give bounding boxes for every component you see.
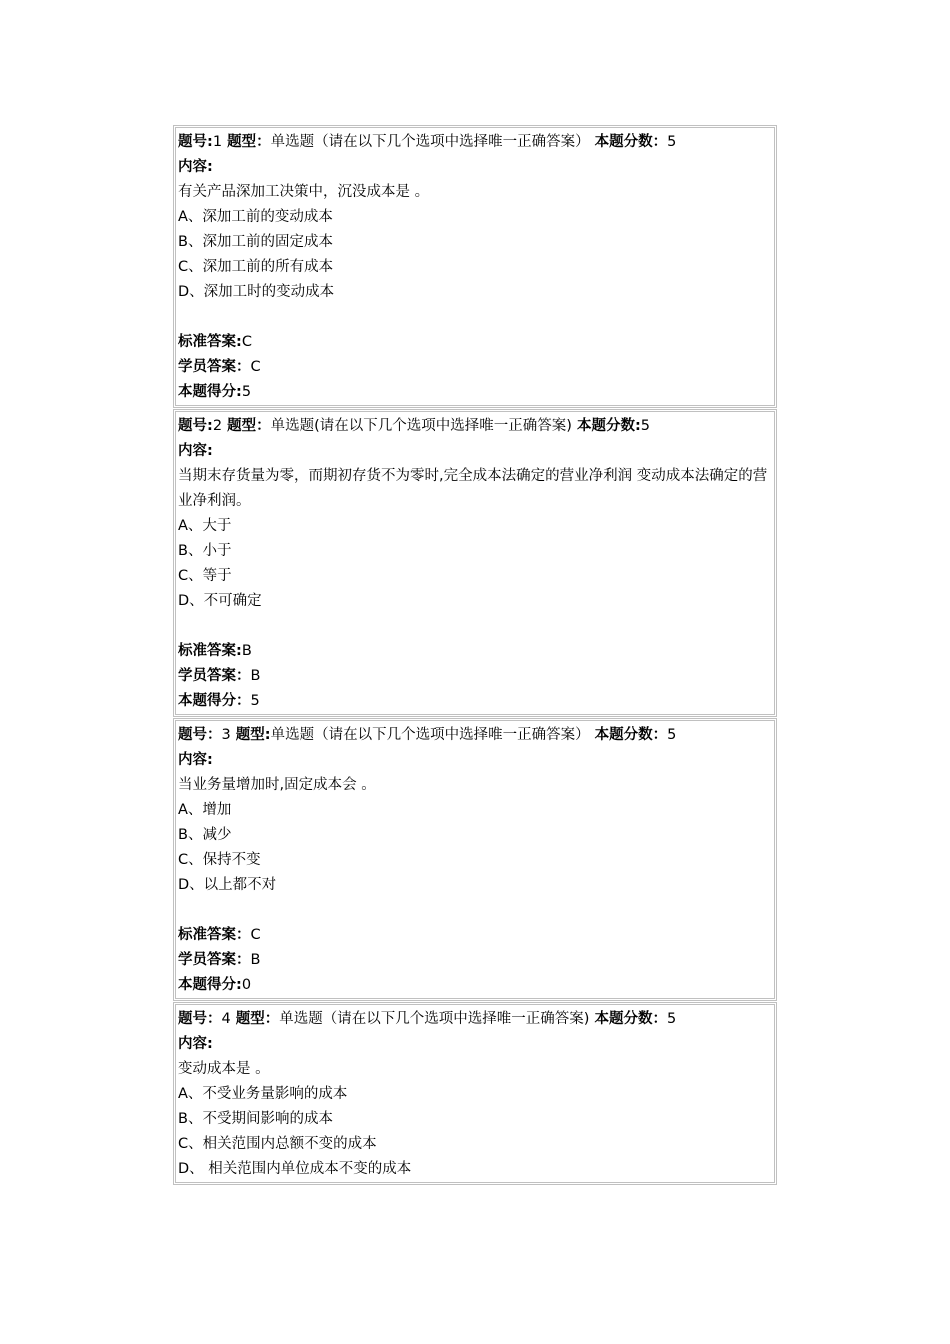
option-c: C、保持不变 bbox=[178, 852, 261, 868]
question-number: 1 bbox=[212, 134, 223, 150]
spacer bbox=[178, 614, 774, 639]
standard-answer-value: C bbox=[241, 334, 252, 350]
question-type: 单选题(请在以下几个选项中选择唯一正确答案) bbox=[270, 418, 572, 434]
question-number-label: 题号： bbox=[178, 1011, 222, 1027]
option-a: A、增加 bbox=[178, 802, 232, 818]
student-answer-label: 学员答案： bbox=[178, 359, 251, 375]
question-header bbox=[178, 1007, 774, 1032]
question-number: 2 bbox=[212, 418, 223, 434]
content-label: 内容: bbox=[178, 443, 213, 459]
question-score-label: 本题分数: bbox=[571, 418, 641, 434]
result-value: 5 bbox=[250, 693, 260, 709]
option-c: C、相关范围内总额不变的成本 bbox=[178, 1136, 377, 1152]
question-type: 单选题（请在以下几个选项中选择唯一正确答案） bbox=[270, 134, 590, 150]
option-b: B、不受期间影响的成本 bbox=[178, 1111, 333, 1127]
option-d: D、深加工时的变动成本 bbox=[178, 284, 335, 300]
question-card-3 bbox=[173, 718, 777, 1001]
student-answer bbox=[178, 355, 774, 380]
student-answer bbox=[178, 664, 774, 689]
content-label: 内容: bbox=[178, 752, 213, 768]
question-stem: 有关产品深加工决策中，沉没成本是 。 bbox=[178, 184, 430, 200]
question-score-label: 本题分数： bbox=[589, 134, 668, 150]
standard-answer-label: 标准答案： bbox=[178, 927, 251, 943]
option-d: D、不可确定 bbox=[178, 593, 262, 609]
question-header bbox=[178, 723, 774, 748]
option-b: B、减少 bbox=[178, 827, 232, 843]
result-value: 0 bbox=[241, 977, 252, 993]
student-answer bbox=[178, 948, 774, 973]
student-answer-value: B bbox=[250, 952, 261, 968]
question-card-2 bbox=[173, 409, 777, 717]
question-score-label: 本题分数： bbox=[589, 1011, 668, 1027]
standard-answer bbox=[178, 330, 774, 355]
question-card-4 bbox=[173, 1002, 777, 1185]
spacer bbox=[178, 898, 774, 923]
content-label: 内容: bbox=[178, 159, 213, 175]
question-number: 4 bbox=[221, 1011, 231, 1027]
student-answer-value: B bbox=[250, 668, 261, 684]
question-stem: 当业务量增加时,固定成本会 。 bbox=[178, 777, 376, 793]
student-answer-label: 学员答案： bbox=[178, 668, 251, 684]
student-answer-label: 学员答案： bbox=[178, 952, 251, 968]
option-b: B、小于 bbox=[178, 543, 232, 559]
question-type-label: 题型: bbox=[230, 727, 271, 743]
standard-answer-value: C bbox=[250, 927, 261, 943]
standard-answer-label: 标准答案: bbox=[178, 334, 242, 350]
standard-answer bbox=[178, 639, 774, 664]
question-type: 单选题（请在以下几个选项中选择唯一正确答案） bbox=[270, 727, 590, 743]
option-a: A、深加工前的变动成本 bbox=[178, 209, 333, 225]
standard-answer-label: 标准答案: bbox=[178, 643, 242, 659]
standard-answer-value: B bbox=[241, 643, 252, 659]
result-label: 本题得分: bbox=[178, 977, 242, 993]
standard-answer bbox=[178, 923, 774, 948]
question-type-label: 题型： bbox=[222, 134, 271, 150]
question-score-label: 本题分数： bbox=[589, 727, 668, 743]
option-a: A、大于 bbox=[178, 518, 232, 534]
question-stem: 变动成本是 。 bbox=[178, 1061, 270, 1077]
question-header bbox=[178, 130, 774, 155]
question-result bbox=[178, 689, 774, 714]
question-type: 单选题（请在以下几个选项中选择唯一正确答案) bbox=[279, 1011, 590, 1027]
option-a: A、不受业务量影响的成本 bbox=[178, 1086, 348, 1102]
student-answer-value: C bbox=[250, 359, 261, 375]
option-d: D、以上都不对 bbox=[178, 877, 277, 893]
question-number: 3 bbox=[221, 727, 231, 743]
question-card-1 bbox=[173, 125, 777, 408]
question-list bbox=[173, 125, 777, 1185]
question-score: 5 bbox=[640, 418, 651, 434]
question-number-label: 题号: bbox=[178, 134, 213, 150]
result-label: 本题得分： bbox=[178, 693, 251, 709]
question-number-label: 题号: bbox=[178, 418, 213, 434]
question-result bbox=[178, 973, 774, 998]
question-score: 5 bbox=[667, 1011, 677, 1027]
question-score: 5 bbox=[667, 727, 677, 743]
question-number-label: 题号： bbox=[178, 727, 222, 743]
question-result bbox=[178, 380, 774, 405]
result-label: 本题得分: bbox=[178, 384, 242, 400]
content-label: 内容: bbox=[178, 1036, 213, 1052]
option-d: D、 相关范围内单位成本不变的成本 bbox=[178, 1161, 412, 1177]
result-value: 5 bbox=[241, 384, 252, 400]
question-type-label: 题型： bbox=[230, 1011, 280, 1027]
option-b: B、深加工前的固定成本 bbox=[178, 234, 333, 250]
question-type-label: 题型： bbox=[222, 418, 271, 434]
question-stem: 当期末存货量为零，而期初存货不为零时,完全成本法确定的营业净利润 变动成本法确定的营业净利润。 bbox=[178, 468, 768, 509]
question-header bbox=[178, 414, 774, 439]
question-score: 5 bbox=[667, 134, 677, 150]
spacer bbox=[178, 305, 774, 330]
option-c: C、等于 bbox=[178, 568, 232, 584]
option-c: C、深加工前的所有成本 bbox=[178, 259, 334, 275]
